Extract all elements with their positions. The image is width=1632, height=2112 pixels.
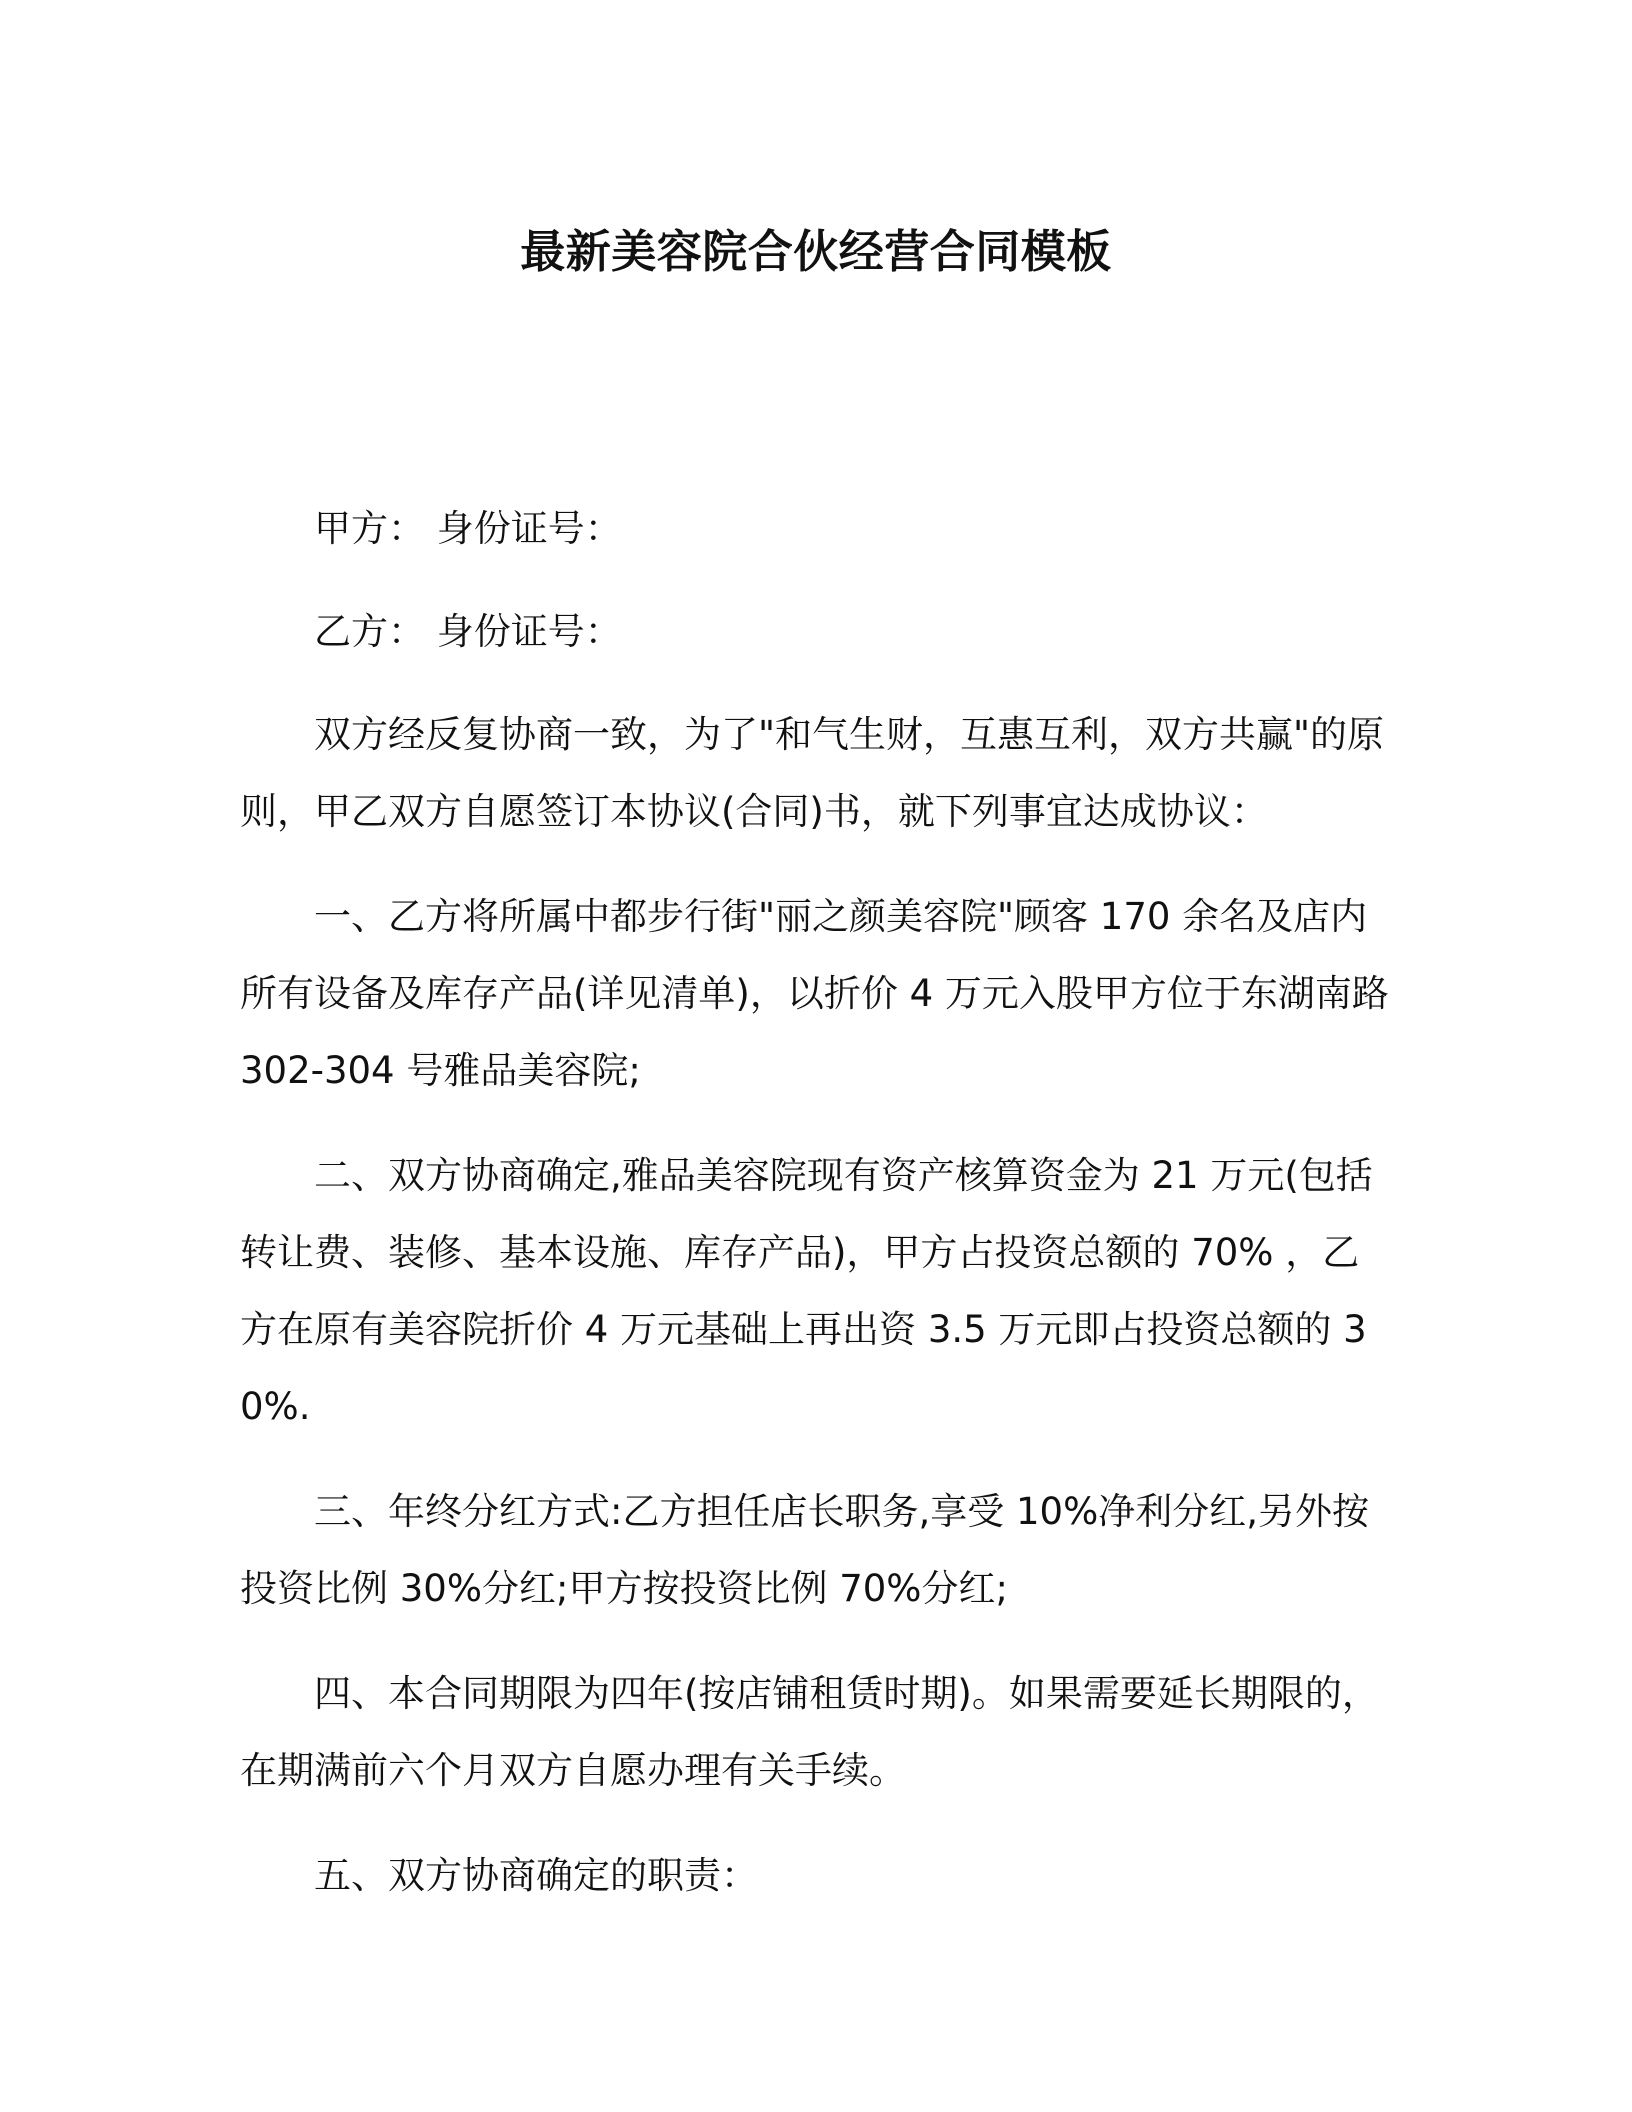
clause-2: 二、双方协商确定,雅品美容院现有资产核算资金为 21 万元(包括转让费、装修、基本设施、库存产品)，甲方占投资总额的 70% ，乙方在原有美容院折价 4 万元基础上再出资 3.5 万元即占投资总额的 30%. (240, 1154, 1373, 1428)
party-a-line: 甲方： 身份证号： (314, 507, 622, 550)
document-body (240, 490, 1392, 1942)
clause-4: 四、本合同期限为四年(按店铺租赁时期)。如果需要延长期限的，在期满前六个月双方自愿办理有关手续。 (240, 1672, 1379, 1792)
document-title: 最新美容院合伙经营合同模板 (520, 225, 1112, 278)
clause-5: 五、双方协商确定的职责： (314, 1854, 758, 1897)
intro-paragraph: 双方经反复协商一致，为了"和气生财，互惠互利，双方共赢"的原则，甲乙双方自愿签订本协议(合同)书，就下列事宜达成协议： (240, 713, 1385, 833)
clause-1: 一、乙方将所属中都步行街"丽之颜美容院"顾客 170 余名及店内所有设备及库存产品(详见清单)，以折价 4 万元入股甲方位于东湖南路 302-304 号雅品美容院; (240, 895, 1389, 1092)
party-b-line: 乙方： 身份证号： (314, 610, 622, 653)
clause-3: 三、年终分红方式:乙方担任店长职务,享受 10%净利分红,另外按投资比例 30%分红;甲方按投资比例 70%分红; (240, 1490, 1369, 1610)
